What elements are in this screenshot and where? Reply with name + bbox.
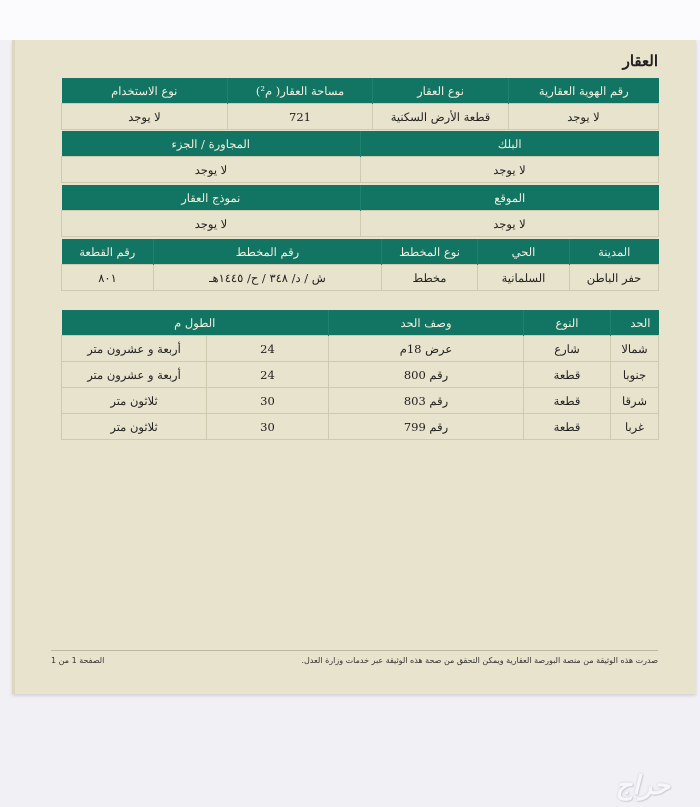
table-row [62,336,659,362]
boundary-type: قطعة [524,388,611,414]
value-property-id: لا يوجد [509,104,659,130]
header-property-type: نوع العقار [373,78,509,104]
location-table [61,185,659,237]
page-number: الصفحة 1 من 1 [51,656,105,665]
boundary-type: شارع [524,336,611,362]
header-property-id: رقم الهوية العقارية [509,78,659,104]
boundary-length-text: ثلاثون متر [62,388,207,414]
document-page [12,40,696,694]
boundary-description: رقم 803 [329,388,524,414]
header-plan-number: رقم المخطط [154,239,382,265]
boundary-length: 24 [207,336,329,362]
value-location: لا يوجد [361,211,659,237]
watermark-logo: حراج [615,771,670,801]
header-plot-number: رقم القطعة [62,239,154,265]
footer-note: صدرت هذه الوثيقة من منصة البورصة العقارية ويمكن التحقق من صحة هذه الوثيقة عبر خدمات وزارة العدل. [301,656,658,665]
table-row [62,414,659,440]
header-district: الحي [478,239,570,265]
value-plan-type: مخطط [382,265,478,291]
property-table [61,78,659,130]
boundaries-table [61,310,659,440]
boundary-type: قطعة [524,362,611,388]
section-title: العقار [622,52,658,70]
header-neighborhood-part: المجاورة / الجزء [62,131,361,157]
plan-table [61,239,659,291]
table-row [62,362,659,388]
boundary-length: 30 [207,414,329,440]
value-city: حفر الباطن [570,265,659,291]
boundary-length-text: أربعة و عشرون متر [62,336,207,362]
header-boundary: الحد [611,310,659,336]
value-property-type: قطعة الأرض السكنية [373,104,509,130]
boundary-description: رقم 799 [329,414,524,440]
header-location: الموقع [361,185,659,211]
value-block: لا يوجد [361,157,659,183]
boundary-length-text: ثلاثون متر [62,414,207,440]
top-band [0,0,700,40]
value-property-area: 721 [228,104,373,130]
boundary-description: رقم 800 [329,362,524,388]
table-row [62,388,659,414]
header-city: المدينة [570,239,659,265]
boundary-length-text: أربعة و عشرون متر [62,362,207,388]
boundary-direction: شرقا [611,388,659,414]
value-district: السلمانية [478,265,570,291]
value-plan-number: ش / د/ ٣٤٨ / ح/ ١٤٤٥هـ [154,265,382,291]
boundary-type: قطعة [524,414,611,440]
block-table [61,131,659,183]
header-plan-type: نوع المخطط [382,239,478,265]
value-plot-number: ٨٠١ [62,265,154,291]
boundary-length: 24 [207,362,329,388]
boundary-length: 30 [207,388,329,414]
header-length: الطول م [62,310,329,336]
header-boundary-description: وصف الحد [329,310,524,336]
header-boundary-type: النوع [524,310,611,336]
header-block: البلك [361,131,659,157]
boundary-direction: جنوبا [611,362,659,388]
value-usage-type: لا يوجد [62,104,228,130]
footer-divider [51,650,658,651]
value-property-model: لا يوجد [62,211,361,237]
boundary-direction: غربا [611,414,659,440]
header-property-area: مساحة العقار( م²) [228,78,373,104]
header-usage-type: نوع الاستخدام [62,78,228,104]
boundary-description: عرض 18م [329,336,524,362]
value-neighborhood-part: لا يوجد [62,157,361,183]
boundary-direction: شمالا [611,336,659,362]
header-property-model: نموذج العقار [62,185,361,211]
